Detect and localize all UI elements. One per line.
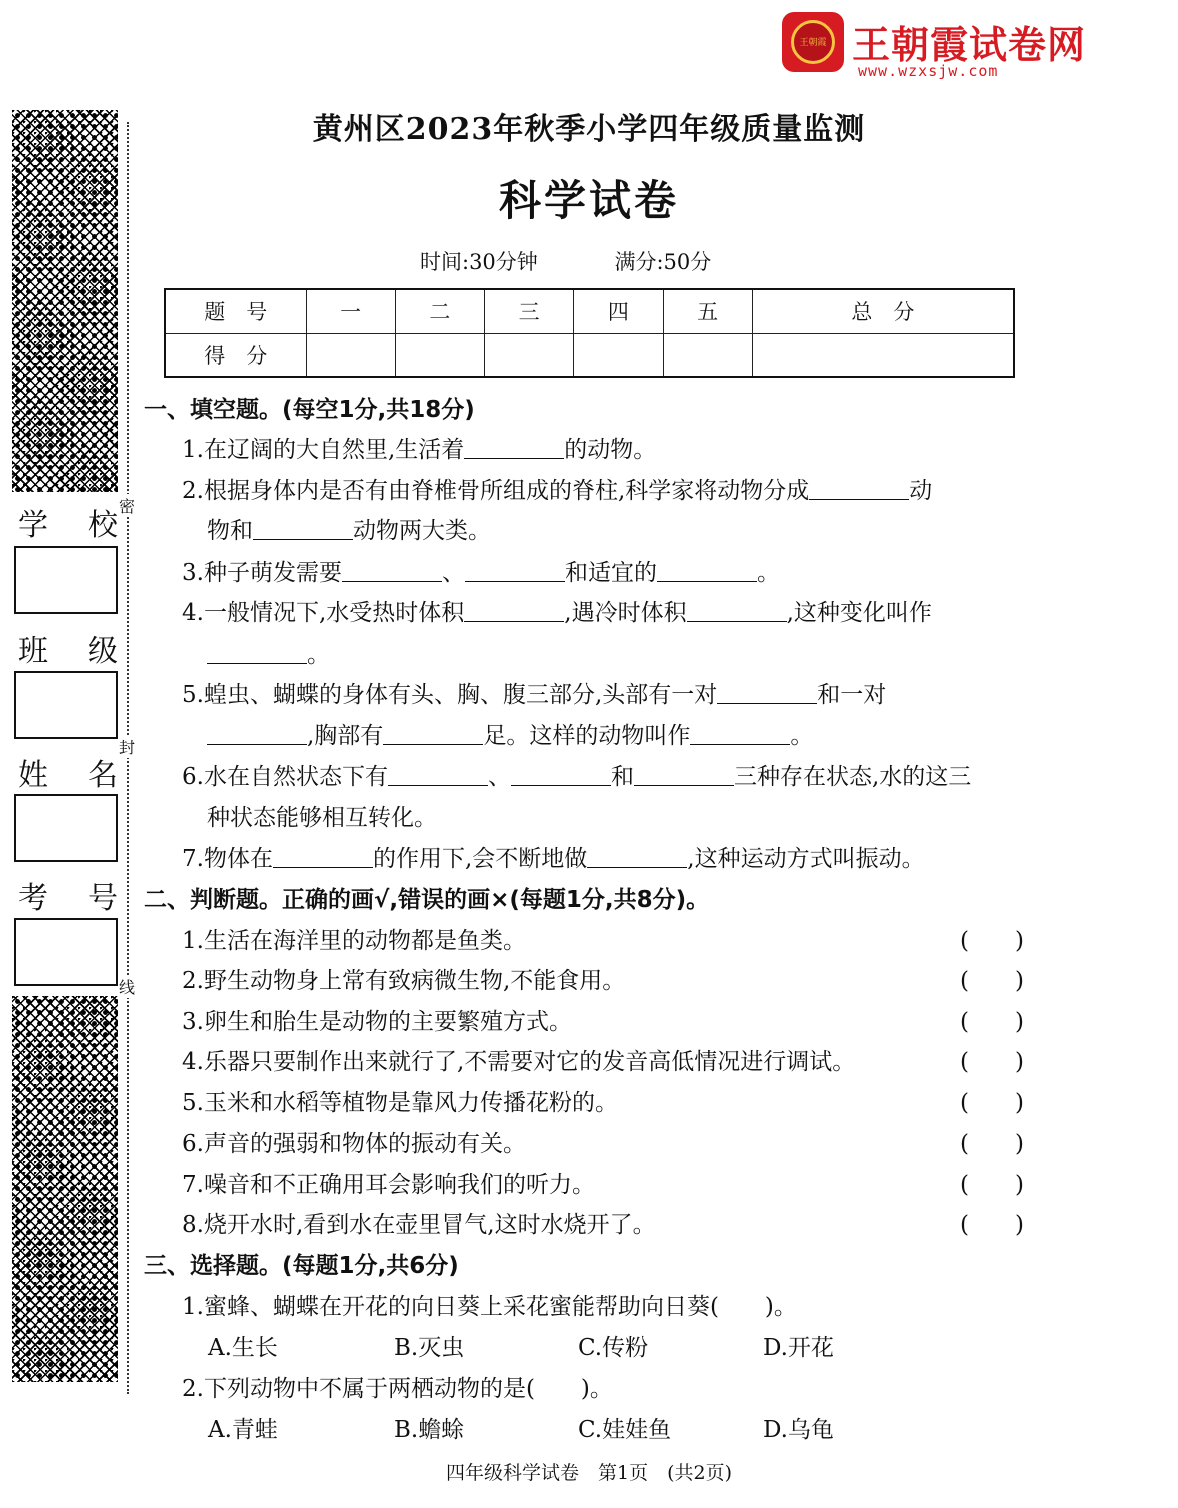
- question-1-4-cont: 。: [207, 636, 330, 669]
- answer-blank[interactable]: [253, 518, 353, 540]
- cut-word-line: 线: [119, 975, 135, 998]
- cut-word-seal: 密: [119, 494, 135, 517]
- class-field[interactable]: [14, 671, 118, 739]
- section3-heading: 三、选择题。(每题1分,共6分): [144, 1253, 459, 1279]
- answer-blank[interactable]: [657, 560, 757, 582]
- binding-pattern-bottom: [12, 996, 118, 1382]
- answer-blank[interactable]: [207, 723, 307, 745]
- score-input[interactable]: [663, 333, 752, 377]
- page-footer: 四年级科学试卷 第1页 (共2页): [445, 1462, 732, 1484]
- choice-option[interactable]: B.蟾蜍: [394, 1417, 465, 1443]
- answer-blank[interactable]: [511, 764, 611, 786]
- exam-title: 黄州区2023年秋季小学四年级质量监测: [312, 112, 866, 147]
- score-input[interactable]: [306, 333, 395, 377]
- cut-line: [127, 122, 129, 1394]
- score-cell: 题 号: [165, 289, 306, 333]
- choice-option[interactable]: D.开花: [763, 1335, 834, 1361]
- score-cell: 三: [485, 289, 574, 333]
- judge-answer-2[interactable]: ( ): [960, 968, 1024, 994]
- choice-question-2: 2.下列动物中不属于两栖动物的是( )。: [182, 1376, 613, 1402]
- choice-option[interactable]: B.灭虫: [394, 1335, 465, 1361]
- answer-blank[interactable]: [587, 846, 687, 868]
- judge-answer-8[interactable]: ( ): [960, 1212, 1024, 1238]
- section2-heading: 二、判断题。正确的画√,错误的画×(每题1分,共8分)。: [144, 887, 710, 913]
- score-cell: 五: [663, 289, 752, 333]
- question-1-7: 7.物体在 的作用下,会不断地做 ,这种运动方式叫振动。: [182, 846, 925, 872]
- score-cell: 一: [306, 289, 395, 333]
- choice-option[interactable]: A.生长: [208, 1335, 278, 1361]
- score-cell: 总 分: [752, 289, 1014, 333]
- question-1-6: 6.水在自然状态下有 、 和 三种存在状态,水的这三: [182, 764, 972, 790]
- subject-title: 科学试卷: [498, 176, 679, 225]
- exam-number-label: 考 号: [18, 881, 118, 916]
- name-label: 姓 名: [18, 758, 118, 793]
- name-field[interactable]: [14, 794, 118, 862]
- judge-answer-1[interactable]: ( ): [960, 928, 1024, 954]
- answer-blank[interactable]: [342, 560, 442, 582]
- score-table: [164, 288, 1015, 378]
- question-1-4: 4.一般情况下,水受热时体积 ,遇冷时体积 ,这种变化叫作: [182, 600, 932, 626]
- judge-item-3: 3.卵生和胎生是动物的主要繁殖方式。: [182, 1009, 572, 1035]
- score-header-row: [165, 289, 1014, 333]
- judge-item-5: 5.玉米和水稻等植物是靠风力传播花粉的。: [182, 1090, 618, 1116]
- question-1-5: 5.蝗虫、蝴蝶的身体有头、胸、腹三部分,头部有一对 和一对: [182, 682, 887, 708]
- question-1-2: 2.根据身体内是否有由脊椎骨所组成的脊柱,科学家将动物分成 动: [182, 478, 933, 504]
- score-input[interactable]: [395, 333, 484, 377]
- logo-name: 王朝霞试卷网: [852, 23, 1087, 67]
- class-label: 班 级: [18, 634, 118, 669]
- question-1-6-cont: 种状态能够相互转化。: [207, 805, 437, 831]
- answer-blank[interactable]: [465, 560, 565, 582]
- score-value-row: [165, 333, 1014, 377]
- judge-item-1: 1.生活在海洋里的动物都是鱼类。: [182, 928, 526, 954]
- choice-option[interactable]: C.娃娃鱼: [578, 1417, 672, 1443]
- answer-blank[interactable]: [809, 478, 909, 500]
- judge-item-2: 2.野生动物身上常有致病微生物,不能食用。: [182, 968, 626, 994]
- judge-item-7: 7.噪音和不正确用耳会影响我们的听力。: [182, 1172, 595, 1198]
- score-cell: 得 分: [165, 333, 306, 377]
- judge-answer-3[interactable]: ( ): [960, 1009, 1024, 1035]
- judge-answer-6[interactable]: ( ): [960, 1131, 1024, 1157]
- answer-blank[interactable]: [383, 723, 483, 745]
- choice-question-1: 1.蜜蜂、蝴蝶在开花的向日葵上采花蜜能帮助向日葵( )。: [182, 1294, 797, 1320]
- choice-option[interactable]: A.青蛙: [208, 1417, 278, 1443]
- answer-blank[interactable]: [207, 642, 307, 664]
- score-input[interactable]: [574, 333, 663, 377]
- judge-item-6: 6.声音的强弱和物体的振动有关。: [182, 1131, 526, 1157]
- judge-answer-5[interactable]: ( ): [960, 1090, 1024, 1116]
- section1-heading: 一、填空题。(每空1分,共18分): [144, 397, 475, 423]
- answer-blank[interactable]: [388, 764, 488, 786]
- answer-blank[interactable]: [634, 764, 734, 786]
- cut-word-seal2: 封: [119, 735, 135, 758]
- choice-option[interactable]: C.传粉: [578, 1335, 649, 1361]
- score-cell: 四: [574, 289, 663, 333]
- site-logo: [782, 12, 1092, 80]
- time-limit: 时间:30分钟: [420, 250, 538, 274]
- judge-item-8: 8.烧开水时,看到水在壶里冒气,这时水烧开了。: [182, 1212, 656, 1238]
- logo-url: www.wzxsjw.com: [858, 62, 999, 80]
- score-cell: 二: [395, 289, 484, 333]
- answer-blank[interactable]: [464, 600, 564, 622]
- score-input[interactable]: [752, 333, 1014, 377]
- question-1-2-cont: 物和 动物两大类。: [207, 518, 491, 544]
- exam-meta: [420, 246, 781, 276]
- full-score: 满分:50分: [614, 250, 712, 274]
- judge-answer-7[interactable]: ( ): [960, 1172, 1024, 1198]
- choice-option[interactable]: D.乌龟: [763, 1417, 834, 1443]
- judge-answer-4[interactable]: ( ): [960, 1049, 1024, 1075]
- answer-blank[interactable]: [687, 600, 787, 622]
- question-1-3: 3.种子萌发需要 、 和适宜的 。: [182, 560, 780, 586]
- exam-number-field[interactable]: [14, 918, 118, 986]
- answer-blank[interactable]: [690, 723, 790, 745]
- answer-blank[interactable]: [464, 437, 564, 459]
- school-field[interactable]: [14, 546, 118, 614]
- question-1-5-cont: ,胸部有 足。这样的动物叫作 。: [207, 717, 813, 750]
- logo-badge-icon: 王朝霞: [782, 12, 844, 72]
- score-input[interactable]: [485, 333, 574, 377]
- question-1-1: 1.在辽阔的大自然里,生活着 的动物。: [182, 437, 657, 463]
- school-label: 学 校: [18, 508, 118, 543]
- answer-blank[interactable]: [273, 846, 373, 868]
- answer-blank[interactable]: [717, 682, 817, 704]
- judge-item-4: 4.乐器只要制作出来就行了,不需要对它的发音高低情况进行调试。: [182, 1049, 856, 1075]
